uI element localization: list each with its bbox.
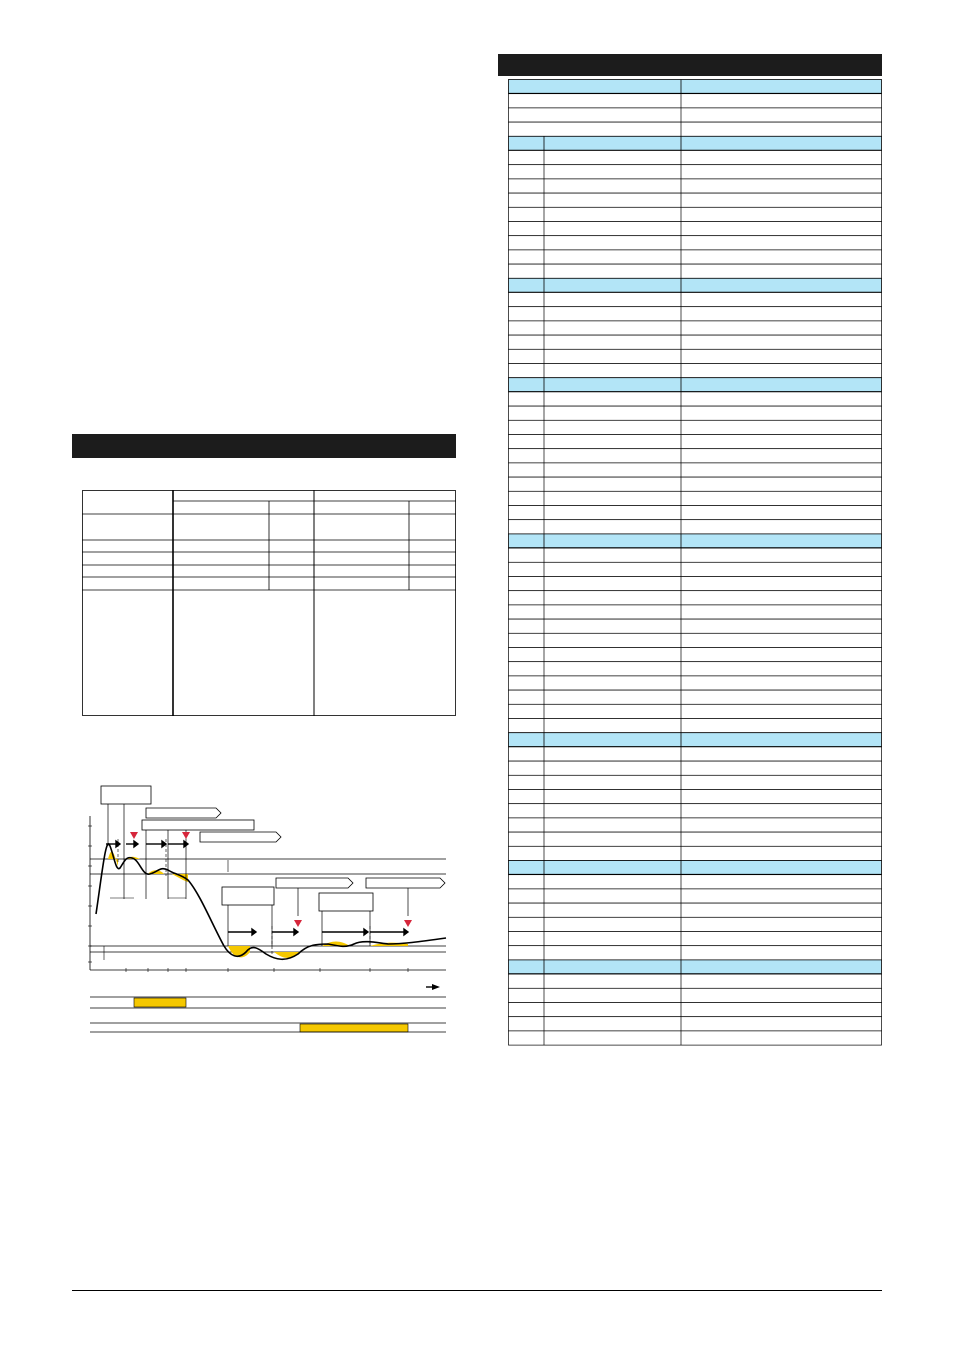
param-group-header <box>509 733 882 747</box>
param-row <box>509 619 882 633</box>
param-row <box>509 946 882 960</box>
param-row <box>509 577 882 591</box>
param-group-header <box>509 136 882 150</box>
param-row <box>509 335 882 349</box>
param-row <box>509 477 882 491</box>
param-row <box>509 94 882 108</box>
param-row <box>509 222 882 236</box>
param-row <box>509 548 882 562</box>
param-row <box>509 648 882 662</box>
param-row <box>509 662 882 676</box>
param-row <box>509 236 882 250</box>
param-row <box>509 293 882 307</box>
param-row <box>509 591 882 605</box>
param-row <box>509 747 882 761</box>
param-row <box>509 165 882 179</box>
param-row <box>509 974 882 988</box>
param-row <box>509 491 882 505</box>
param-row <box>509 463 882 477</box>
right-section-header-bar <box>498 54 882 76</box>
param-row <box>509 122 882 136</box>
param-row <box>509 207 882 221</box>
param-group-header <box>509 861 882 875</box>
param-row <box>509 988 882 1002</box>
param-row <box>509 562 882 576</box>
timing-chart <box>88 784 450 1040</box>
param-group-header <box>509 534 882 548</box>
param-row <box>509 804 882 818</box>
param-group-header <box>509 378 882 392</box>
param-row <box>509 364 882 378</box>
spec-table <box>82 490 458 718</box>
param-row <box>509 761 882 775</box>
param-row <box>509 875 882 889</box>
param-row <box>509 690 882 704</box>
param-row <box>509 406 882 420</box>
param-row <box>509 435 882 449</box>
left-section-header-bar <box>72 434 456 458</box>
param-row <box>509 108 882 122</box>
param-row <box>509 1003 882 1017</box>
param-row <box>509 846 882 860</box>
param-row <box>509 307 882 321</box>
param-row <box>509 179 882 193</box>
param-row <box>509 889 882 903</box>
param-group-header <box>509 278 882 292</box>
param-row <box>509 633 882 647</box>
param-row <box>509 506 882 520</box>
param-row <box>509 151 882 165</box>
param-row <box>509 719 882 733</box>
param-group-header <box>509 960 882 974</box>
footer-rule <box>72 1290 882 1291</box>
param-row <box>509 818 882 832</box>
param-row <box>509 449 882 463</box>
param-row <box>509 903 882 917</box>
param-row <box>509 932 882 946</box>
param-row <box>509 392 882 406</box>
param-row <box>509 605 882 619</box>
parameter-table <box>508 79 884 1067</box>
param-row <box>509 775 882 789</box>
param-row <box>509 321 882 335</box>
param-row <box>509 1017 882 1031</box>
param-row <box>509 264 882 278</box>
param-row <box>509 917 882 931</box>
param-row <box>509 832 882 846</box>
param-row <box>509 420 882 434</box>
param-row <box>509 790 882 804</box>
param-row <box>509 250 882 264</box>
param-row <box>509 704 882 718</box>
param-row <box>509 193 882 207</box>
param-row <box>509 1031 882 1045</box>
param-row <box>509 349 882 363</box>
param-row <box>509 520 882 534</box>
param-row <box>509 676 882 690</box>
param-group-header <box>509 80 882 94</box>
